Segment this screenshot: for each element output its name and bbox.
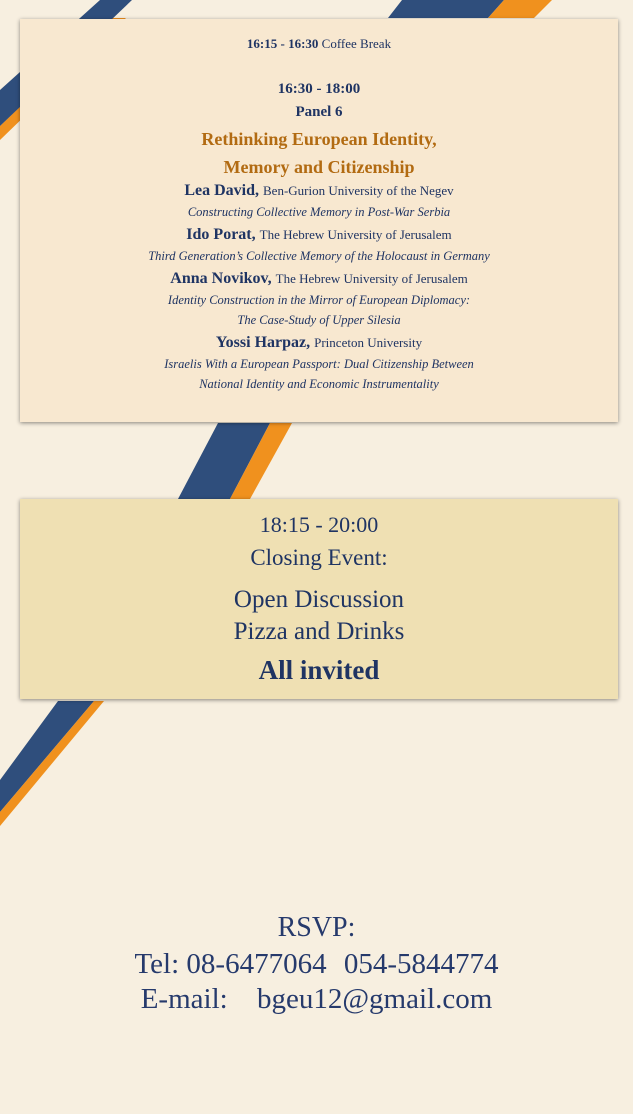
speaker-affiliation: The Hebrew University of Jerusalem (259, 227, 452, 242)
closing-time: 18:15 - 20:00 (259, 512, 379, 537)
talk-title: Constructing Collective Memory in Post-War Serbia (187, 205, 451, 219)
panel-title-line2: Memory and Citizenship (223, 157, 415, 177)
panel-title-line1: Rethinking European Identity, (201, 129, 437, 149)
talk-title: Third Generation’s Collective Memory of the Holocaust in Germany (148, 249, 490, 263)
tel-label: Tel: (134, 948, 180, 980)
closing-line1: Open Discussion (233, 586, 405, 613)
phone-1[interactable]: 08-6477064 (186, 948, 327, 980)
panel-name: Panel 6 (295, 104, 343, 120)
speaker-name: Ido Porat, (186, 226, 256, 243)
speaker-affiliation: Princeton University (314, 335, 423, 350)
speaker-line (20, 334, 618, 352)
rsvp-phone-line (0, 948, 633, 981)
rsvp-email-line (0, 983, 633, 1016)
closing-invite: All invited (258, 655, 380, 685)
closing-title: Closing Event: (250, 545, 388, 570)
panel-card (20, 19, 618, 422)
speaker-name: Lea David, (184, 182, 260, 199)
speaker-line (20, 182, 618, 200)
talk-title: The Case-Study of Upper Silesia (237, 313, 401, 327)
talk-title: Israelis With a European Passport: Dual Citizenship Between (164, 357, 474, 371)
speaker-line (20, 226, 618, 244)
speaker-name: Anna Novikov, (170, 270, 272, 287)
speaker-line (20, 270, 618, 288)
email-link[interactable]: bgeu12@gmail.com (256, 983, 493, 1015)
panel-time: 16:30 - 18:00 (277, 81, 361, 97)
closing-event-card (20, 499, 618, 699)
talk-title: Identity Construction in the Mirror of European Diplomacy: (167, 293, 471, 307)
speaker-name: Yossi Harpaz, (215, 334, 311, 351)
talk-title: National Identity and Economic Instrumentality (199, 377, 439, 391)
speaker-affiliation: Ben-Gurion University of the Negev (263, 183, 454, 198)
coffee-label: Coffee Break (321, 36, 392, 51)
closing-line2: Pizza and Drinks (233, 618, 405, 645)
rsvp-label: RSVP: (277, 912, 356, 943)
coffee-break-line (20, 36, 618, 52)
phone-2[interactable]: 054-5844774 (343, 948, 499, 980)
speaker-affiliation: The Hebrew University of Jerusalem (275, 271, 468, 286)
email-label: E-mail: (140, 983, 228, 1015)
coffee-time: 16:15 - 16:30 (246, 36, 319, 51)
